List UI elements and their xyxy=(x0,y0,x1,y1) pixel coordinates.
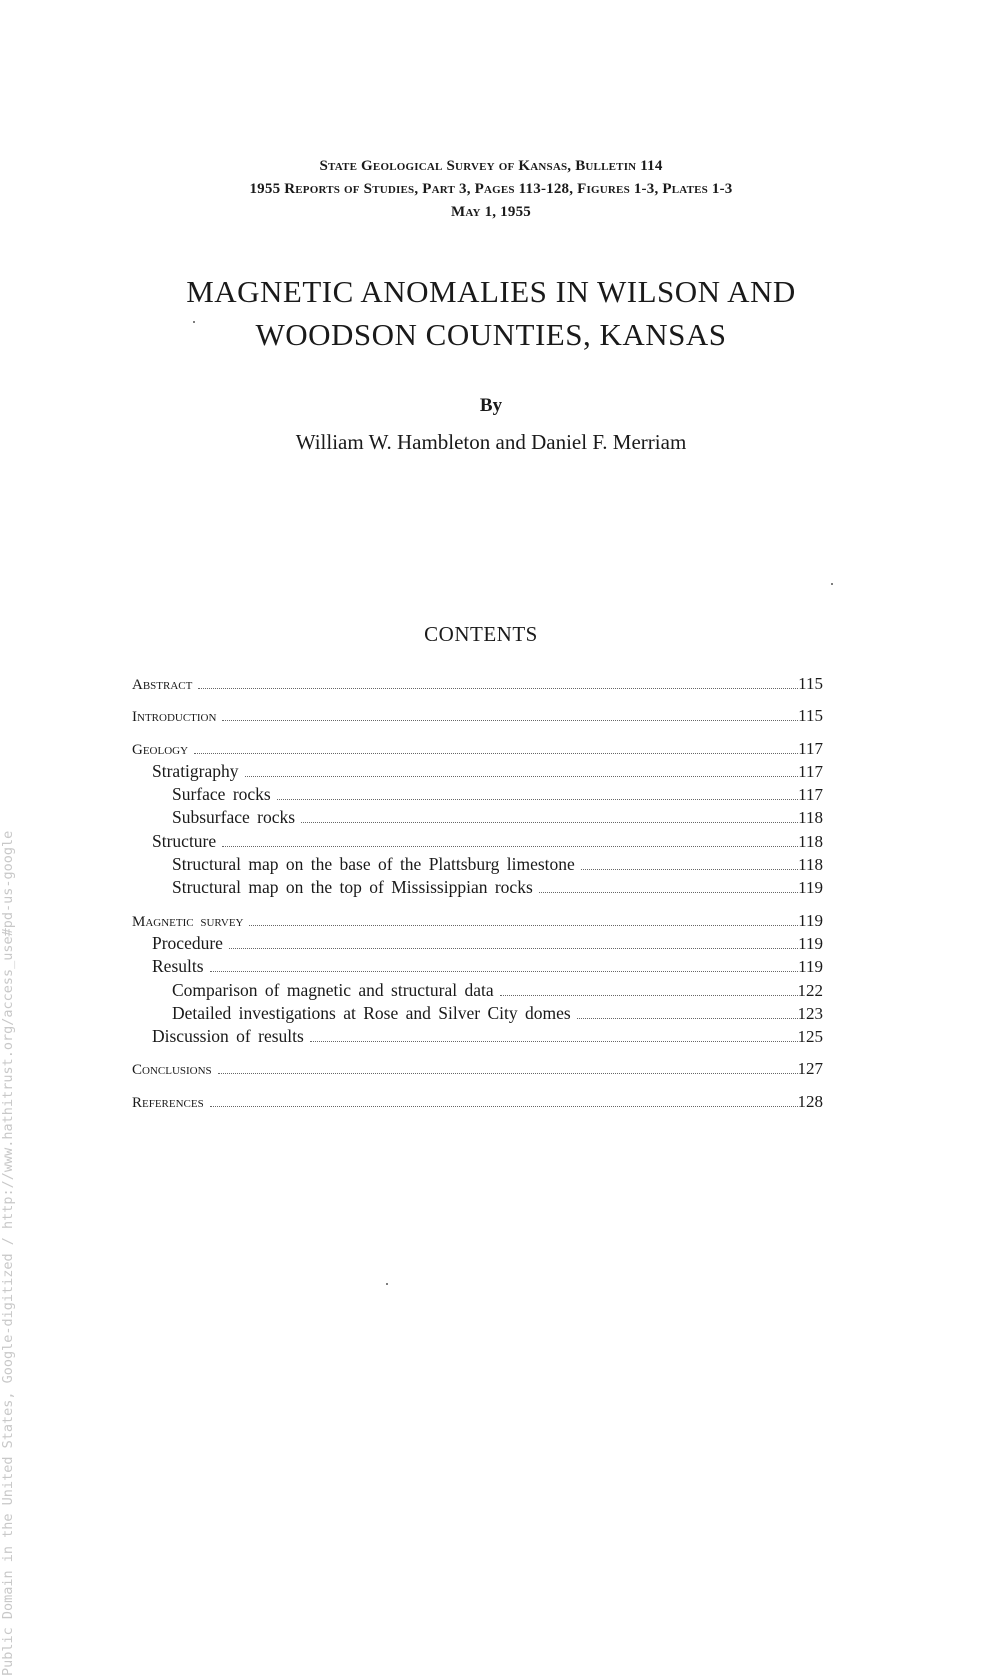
toc-entry xyxy=(132,1057,823,1080)
toc-page: 125 xyxy=(797,1027,823,1047)
contents-heading: CONTENTS xyxy=(424,622,538,646)
toc-leader xyxy=(500,995,798,996)
toc-entry xyxy=(132,783,823,806)
toc-label: Stratigraphy xyxy=(152,760,239,781)
toc-leader xyxy=(539,892,798,893)
toc-label: Structural map on the base of the Plattsburg limestone xyxy=(172,854,575,875)
toc-entry xyxy=(132,1025,823,1048)
toc-page: 117 xyxy=(798,761,823,781)
toc-leader xyxy=(577,1018,798,1019)
toc-leader xyxy=(198,688,798,689)
toc-entry xyxy=(132,830,823,853)
date-header-line: May 1, 1955 xyxy=(451,204,531,220)
toc-page: 123 xyxy=(797,1003,823,1023)
toc-entry xyxy=(132,760,823,783)
reports-header-line: 1955 Reports of Studies, Part 3, Pages 113-128, Figures 1-3, Plates 1-3 xyxy=(249,181,733,197)
toc-entry xyxy=(132,1090,823,1113)
toc-page: 117 xyxy=(798,785,823,805)
toc-label: Detailed investigations at Rose and Silver City domes xyxy=(172,1002,571,1023)
toc-leader xyxy=(222,846,798,847)
toc-page: 119 xyxy=(798,957,823,977)
toc-label: Abstract xyxy=(132,677,193,693)
toc-page: 115 xyxy=(798,674,823,693)
toc-leader xyxy=(277,799,798,800)
toc-entry xyxy=(132,806,823,829)
toc-page: 119 xyxy=(798,933,823,953)
ink-speck xyxy=(831,583,833,585)
toc-leader xyxy=(222,720,798,721)
ink-speck xyxy=(193,321,195,323)
toc-leader xyxy=(210,971,799,972)
toc-page: 118 xyxy=(798,808,823,828)
toc-label: Introduction xyxy=(132,709,217,726)
toc-leader xyxy=(581,869,798,870)
bulletin-header-line: State Geological Survey of Kansas, Bulletin 114 xyxy=(319,158,663,174)
toc-leader xyxy=(301,822,798,823)
title-line-2: WOODSON COUNTIES, KANSAS xyxy=(255,317,727,352)
toc-page: 128 xyxy=(797,1091,823,1111)
toc-leader xyxy=(194,753,798,754)
toc-entry xyxy=(132,876,823,899)
toc-entry xyxy=(132,704,823,727)
toc-entry xyxy=(132,853,823,876)
toc-leader xyxy=(210,1106,798,1107)
toc-page: 117 xyxy=(798,738,823,758)
toc-label: Comparison of magnetic and structural data xyxy=(172,979,494,1000)
toc-leader xyxy=(229,948,798,949)
ink-speck xyxy=(386,1283,388,1285)
title-line-1: MAGNETIC ANOMALIES IN WILSON AND xyxy=(186,274,796,309)
toc-page: 119 xyxy=(798,910,823,930)
toc-entry xyxy=(132,672,823,695)
toc-label: Discussion of results xyxy=(152,1026,304,1047)
toc-label: Magnetic survey xyxy=(132,913,244,930)
toc-leader xyxy=(249,925,798,926)
toc-leader xyxy=(218,1073,798,1074)
toc-entry xyxy=(132,909,823,932)
toc-entry xyxy=(132,955,823,978)
toc-entry xyxy=(132,737,823,760)
byline-by: By xyxy=(479,395,503,416)
toc-page: 122 xyxy=(797,980,823,1000)
toc-label: Results xyxy=(152,956,204,977)
toc-leader xyxy=(245,776,799,777)
toc-leader xyxy=(310,1041,798,1042)
toc-label: Geology xyxy=(132,741,189,758)
toc-label: Surface rocks xyxy=(172,784,271,805)
toc-page: 118 xyxy=(798,855,823,875)
toc-label: Structural map on the top of Mississippian rocks xyxy=(172,877,533,898)
toc-entry xyxy=(132,979,823,1002)
authors: William W. Hambleton and Daniel F. Merriam xyxy=(295,430,687,454)
toc-entry xyxy=(132,932,823,955)
toc-page: 115 xyxy=(798,706,823,726)
table-of-contents xyxy=(132,672,823,1113)
toc-page: 118 xyxy=(798,831,823,851)
watermark-line-2: Public Domain in the United States, Google-digitized / http://www.hathitrust.org/access_use#pd-us-google xyxy=(0,830,16,1676)
digitization-watermark xyxy=(0,556,16,1676)
toc-label: Procedure xyxy=(152,932,223,953)
toc-page: 127 xyxy=(797,1059,823,1079)
toc-label: Structure xyxy=(152,830,217,851)
toc-label: Conclusions xyxy=(132,1062,212,1079)
toc-page: 119 xyxy=(798,878,823,898)
toc-label: Subsurface rocks xyxy=(172,807,296,828)
toc-entry xyxy=(132,1002,823,1025)
toc-label: References xyxy=(132,1094,204,1111)
